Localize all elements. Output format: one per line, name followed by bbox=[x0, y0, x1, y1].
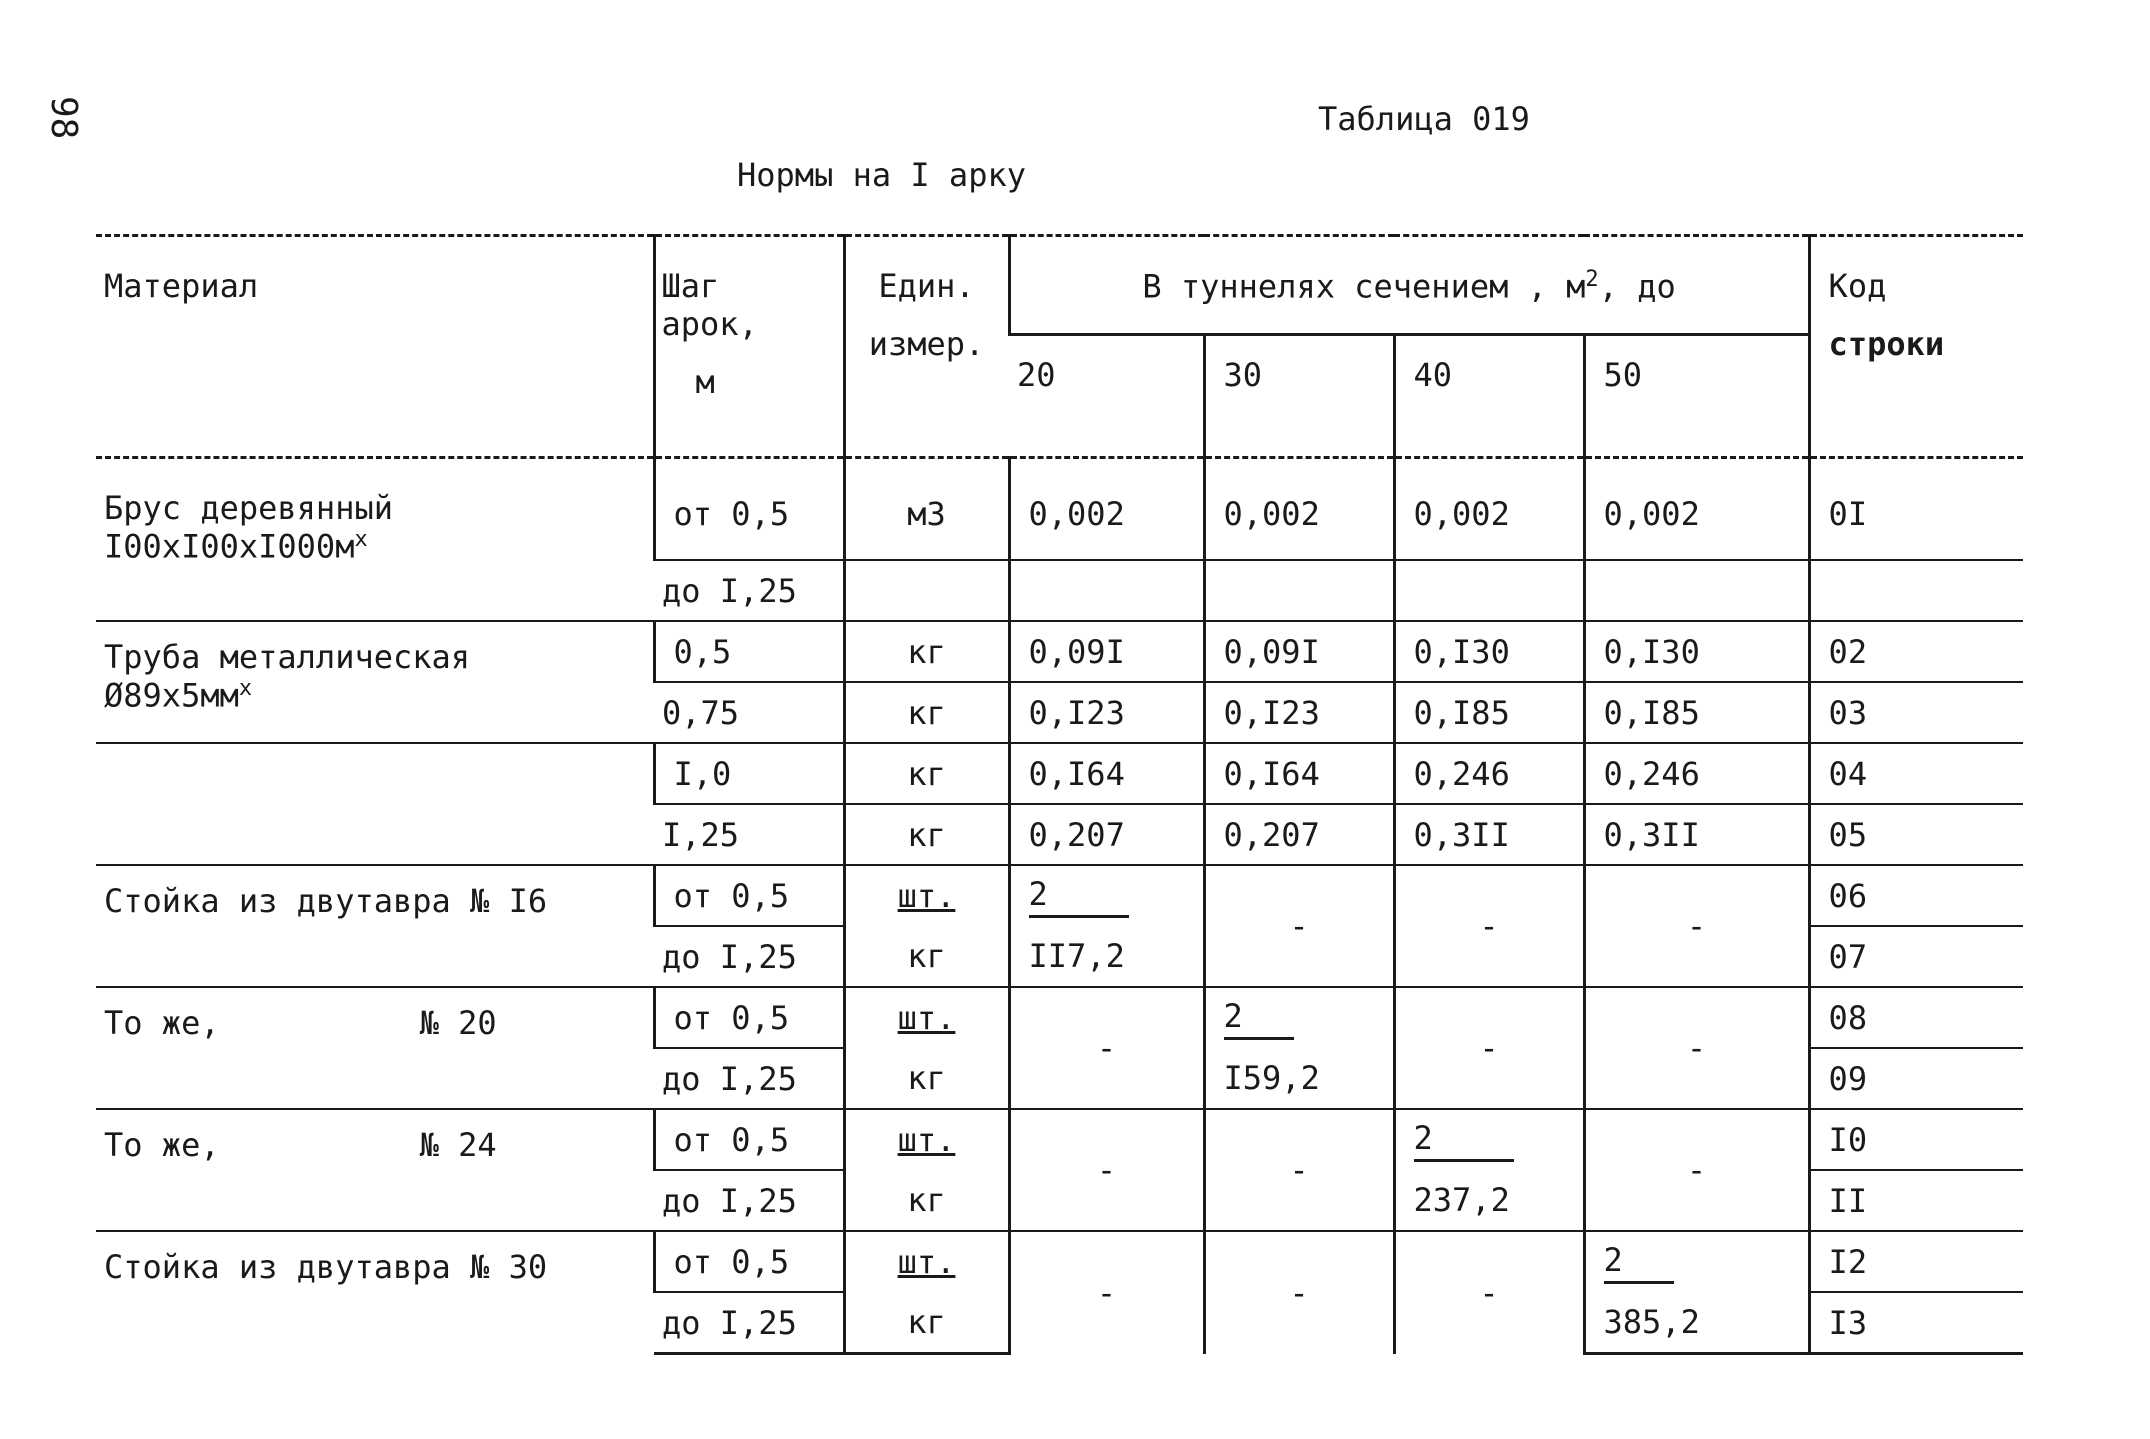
row-05-code: 05 bbox=[1809, 804, 2023, 865]
header-unit-line2: измер. bbox=[868, 325, 985, 363]
table-name: Таблица 019 bbox=[1318, 100, 1530, 138]
norms-table bbox=[96, 234, 2023, 1355]
row-04-step: I,0 bbox=[654, 743, 844, 804]
row-11-unit: кг bbox=[844, 1170, 1009, 1231]
row-07-v30: - bbox=[1204, 865, 1394, 987]
row-07-v50: - bbox=[1584, 865, 1809, 987]
row-02-material-sup: x bbox=[238, 676, 253, 701]
row-01-v40: 0,002 bbox=[1394, 458, 1584, 561]
row-06-unit bbox=[844, 865, 1009, 926]
row-01-material-sup: x bbox=[354, 527, 368, 552]
row-06-material: Стойка из двутавра № I6 bbox=[96, 865, 654, 987]
row-05-v40: 0,3II bbox=[1394, 804, 1584, 865]
row-13-step: до I,25 bbox=[654, 1292, 844, 1354]
header-code-line1: Код bbox=[1828, 267, 1887, 305]
row-05-step: I,25 bbox=[654, 804, 844, 865]
row-03-v30: 0,I23 bbox=[1204, 682, 1394, 743]
row-11-step: до I,25 bbox=[654, 1170, 844, 1231]
header-step bbox=[654, 236, 844, 458]
row-04-v20: 0,I64 bbox=[1009, 743, 1204, 804]
row-01-v50: 0,002 bbox=[1584, 458, 1809, 561]
row-08-material-text: То же, bbox=[104, 1004, 220, 1042]
row-07-unit: кг bbox=[844, 926, 1009, 987]
row-08-v40: - bbox=[1394, 987, 1584, 1109]
row-10-code: I0 bbox=[1809, 1109, 2023, 1170]
row-07-step: до I,25 bbox=[654, 926, 844, 987]
row-13-unit: кг bbox=[844, 1292, 1009, 1354]
header-step-line1: Шаг арок, bbox=[661, 267, 758, 343]
row-02-step: 0,5 bbox=[654, 621, 844, 682]
row-08-v50: - bbox=[1584, 987, 1809, 1109]
table-row bbox=[96, 987, 2023, 1048]
table-row bbox=[96, 1231, 2023, 1292]
row-13-code: I3 bbox=[1809, 1292, 2023, 1354]
row-10-step: от 0,5 bbox=[654, 1109, 844, 1170]
row-05-unit: кг bbox=[844, 804, 1009, 865]
table-row bbox=[96, 1109, 2023, 1170]
header-step-line2: м bbox=[695, 363, 715, 401]
row-05-v30: 0,207 bbox=[1204, 804, 1394, 865]
row-06-v20-text: 2 bbox=[1029, 875, 1129, 918]
row-11-code: II bbox=[1809, 1170, 2023, 1231]
row-02-v40: 0,I30 bbox=[1394, 621, 1584, 682]
header-code bbox=[1809, 236, 2023, 458]
row-06-v20 bbox=[1009, 865, 1204, 926]
row-01-v30: 0,002 bbox=[1204, 458, 1394, 561]
row-10-v40 bbox=[1394, 1109, 1584, 1170]
row-12-v40: - bbox=[1394, 1231, 1584, 1354]
row-01-code: 0I bbox=[1809, 458, 2023, 561]
row-11-v40: 237,2 bbox=[1394, 1170, 1584, 1231]
header-section-tail: , до bbox=[1598, 267, 1676, 306]
row-02-v30: 0,09I bbox=[1204, 621, 1394, 682]
row-10-material-num: № 24 bbox=[419, 1126, 497, 1164]
row-10-material bbox=[96, 1109, 654, 1231]
row-04-material bbox=[96, 743, 654, 865]
row-01-step: от 0,5 bbox=[654, 458, 844, 561]
row-04-v50: 0,246 bbox=[1584, 743, 1809, 804]
row-01b-unit bbox=[844, 560, 1009, 621]
row-08-v30-text: 2 bbox=[1224, 997, 1294, 1040]
row-02-v20: 0,09I bbox=[1009, 621, 1204, 682]
row-08-material-num: № 20 bbox=[419, 1004, 497, 1042]
row-01b-v40 bbox=[1394, 560, 1584, 621]
row-04-code: 04 bbox=[1809, 743, 2023, 804]
row-12-unit-text: шт. bbox=[897, 1243, 956, 1281]
header-section-title bbox=[1009, 236, 1809, 335]
row-01-v20: 0,002 bbox=[1009, 458, 1204, 561]
row-06-code: 06 bbox=[1809, 865, 2023, 926]
row-01b-code bbox=[1809, 560, 2023, 621]
table-row bbox=[96, 865, 2023, 926]
page-number: 98 bbox=[43, 96, 84, 140]
header-section-50: 50 bbox=[1584, 335, 1809, 458]
row-08-step: от 0,5 bbox=[654, 987, 844, 1048]
table-subtitle: Нормы на I арку bbox=[737, 156, 1026, 194]
header-material: Материал bbox=[96, 236, 654, 458]
header-code-line2: строки bbox=[1828, 325, 1945, 363]
row-01b-step: до I,25 bbox=[654, 560, 844, 621]
header-section-title-text: В туннелях сечением , м bbox=[1142, 267, 1586, 306]
row-02-material bbox=[96, 621, 654, 743]
row-12-material: Стойка из двутавра № 30 bbox=[96, 1231, 654, 1354]
row-01-unit: м3 bbox=[844, 458, 1009, 561]
row-01b-v50 bbox=[1584, 560, 1809, 621]
row-06-step: от 0,5 bbox=[654, 865, 844, 926]
row-03-v50: 0,I85 bbox=[1584, 682, 1809, 743]
row-01b-v20 bbox=[1009, 560, 1204, 621]
row-05-v50: 0,3II bbox=[1584, 804, 1809, 865]
row-07-code: 07 bbox=[1809, 926, 2023, 987]
table-row bbox=[96, 743, 2023, 804]
table-row bbox=[96, 458, 2023, 561]
table-row bbox=[96, 621, 2023, 682]
row-10-v40-text: 2 bbox=[1414, 1119, 1514, 1162]
header-unit-line1: Един. bbox=[878, 267, 975, 305]
row-10-unit bbox=[844, 1109, 1009, 1170]
row-13-v50: 385,2 bbox=[1584, 1292, 1809, 1354]
row-12-v20: - bbox=[1009, 1231, 1204, 1354]
row-02-material-text: Труба металлическая Ø89x5мм bbox=[104, 638, 471, 715]
row-07-v40: - bbox=[1394, 865, 1584, 987]
row-08-v30 bbox=[1204, 987, 1394, 1048]
row-04-v30: 0,I64 bbox=[1204, 743, 1394, 804]
row-03-v40: 0,I85 bbox=[1394, 682, 1584, 743]
row-12-v50 bbox=[1584, 1231, 1809, 1292]
row-09-v30: I59,2 bbox=[1204, 1048, 1394, 1109]
row-03-v20: 0,I23 bbox=[1009, 682, 1204, 743]
row-09-step: до I,25 bbox=[654, 1048, 844, 1109]
header-section-30: 30 bbox=[1204, 335, 1394, 458]
row-08-code: 08 bbox=[1809, 987, 2023, 1048]
header-section-40: 40 bbox=[1394, 335, 1584, 458]
row-01-material-text: Брус деревянный I00xI00xI000м bbox=[104, 489, 393, 566]
row-01b-v30 bbox=[1204, 560, 1394, 621]
row-08-material bbox=[96, 987, 654, 1109]
row-10-unit-text: шт. bbox=[897, 1121, 956, 1159]
row-04-v40: 0,246 bbox=[1394, 743, 1584, 804]
row-10-material-text: То же, bbox=[104, 1126, 220, 1164]
row-09-unit: кг bbox=[844, 1048, 1009, 1109]
row-08-unit-text: шт. bbox=[897, 999, 956, 1037]
row-02-v50: 0,I30 bbox=[1584, 621, 1809, 682]
row-03-unit: кг bbox=[844, 682, 1009, 743]
row-03-code: 03 bbox=[1809, 682, 2023, 743]
row-08-v20: - bbox=[1009, 987, 1204, 1109]
row-12-v50-text: 2 bbox=[1604, 1241, 1674, 1284]
row-07-v20: II7,2 bbox=[1009, 926, 1204, 987]
row-01-material bbox=[96, 458, 654, 622]
row-10-v50: - bbox=[1584, 1109, 1809, 1231]
row-02-unit: кг bbox=[844, 621, 1009, 682]
row-02-code: 02 bbox=[1809, 621, 2023, 682]
row-06-unit-text: шт. bbox=[897, 877, 956, 915]
header-row-1 bbox=[96, 236, 2023, 335]
header-unit bbox=[844, 236, 1009, 458]
row-09-code: 09 bbox=[1809, 1048, 2023, 1109]
row-10-v30: - bbox=[1204, 1109, 1394, 1231]
row-12-code: I2 bbox=[1809, 1231, 2023, 1292]
header-section-20: 20 bbox=[1009, 335, 1204, 458]
row-04-unit: кг bbox=[844, 743, 1009, 804]
row-05-v20: 0,207 bbox=[1009, 804, 1204, 865]
row-12-unit bbox=[844, 1231, 1009, 1292]
row-08-unit bbox=[844, 987, 1009, 1048]
row-03-step: 0,75 bbox=[654, 682, 844, 743]
header-section-sup: 2 bbox=[1585, 267, 1599, 292]
row-10-v20: - bbox=[1009, 1109, 1204, 1231]
row-12-v30: - bbox=[1204, 1231, 1394, 1354]
row-12-step: от 0,5 bbox=[654, 1231, 844, 1292]
